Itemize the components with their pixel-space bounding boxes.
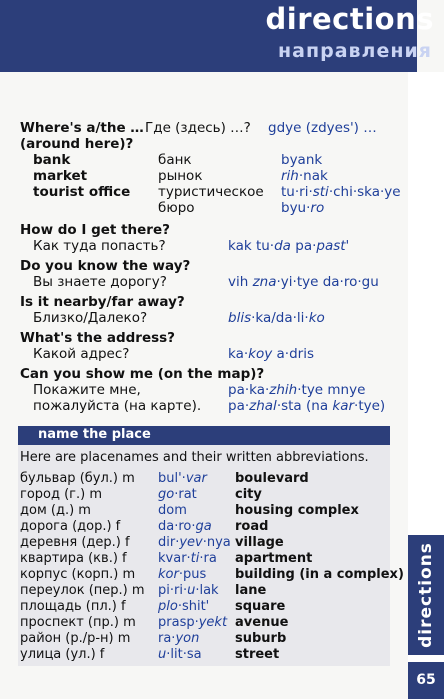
question: What's the address? [20,330,176,346]
where-item-tr: tu·ri·sti·chi·ska·ye [281,184,401,200]
placenames-box-header [18,426,390,445]
placename-russian: проспект (пр.) m [20,615,136,630]
question: How do I get there? [20,222,170,238]
placename-russian: бульвар (бул.) m [20,471,135,486]
page-number: 65 [408,662,444,699]
question-transliteration: pa·zhal·sta (na kar·tye) [228,398,386,414]
side-tab [408,535,444,655]
placename-english: square [235,599,286,614]
question-russian: Близко/Далеко? [33,310,148,326]
placename-russian: квартира (кв.) f [20,551,127,566]
placename-russian: корпус (корп.) m [20,567,136,582]
where-transliteration: gdye (zdyes') … [268,120,377,136]
where-russian: Где (здесь) …? [145,120,251,136]
placename-russian: район (р./р-н) m [20,631,131,646]
placename-english: suburb [235,631,287,646]
placename-russian: переулок (пер.) m [20,583,145,598]
placename-english: road [235,519,269,534]
where-item-tr: byank [281,152,323,168]
placename-transliteration: dom [158,503,187,518]
where-item-ru: рынок [158,168,203,184]
question-transliteration: ka·koy a·dris [228,346,314,362]
side-tab-label: directions [416,542,436,648]
where-item-ru: бюро [158,200,195,216]
placename-english: avenue [235,615,289,630]
placename-transliteration: bul'·var [158,471,207,486]
question-transliteration: kak tu·da pa·past' [228,238,350,254]
placename-english: village [235,535,284,550]
placename-transliteration: go·rat [158,487,197,502]
placename-english: building (in a complex) [235,567,404,582]
placename-english: housing complex [235,503,359,518]
page-subtitle: направления [278,40,432,62]
placename-english: street [235,647,280,662]
placename-transliteration: dir·yev·nya [158,535,231,550]
question-transliteration: vih zna·yi·tye da·ro·gu [228,274,379,290]
placename-transliteration: kvar·ti·ra [158,551,217,566]
placename-russian: деревня (дер.) f [20,535,130,550]
placename-russian: улица (ул.) f [20,647,105,662]
placename-transliteration: da·ro·ga [158,519,212,534]
page-title: directions [265,2,434,36]
placename-russian: дом (д.) m [20,503,91,518]
question: Is it nearby/far away? [20,294,185,310]
question: Can you show me (on the map)? [20,366,265,382]
question-transliteration: blis·ka/da·li·ko [228,310,325,326]
where-item-en: tourist office [33,184,131,200]
placename-english: apartment [235,551,313,566]
question: Do you know the way? [20,258,191,274]
question-russian: Покажите мне, [33,382,141,398]
question-russian: Как туда попасть? [33,238,166,254]
placename-english: boulevard [235,471,309,486]
placename-transliteration: kor·pus [158,567,207,582]
question-russian: Вы знаете дорогу? [33,274,167,290]
where-item-tr: byu·ro [281,200,325,216]
question-russian: пожалуйста (на карте). [33,398,202,414]
placename-english: city [235,487,262,502]
where-item-tr: rih·nak [281,168,328,184]
where-item-en: bank [33,152,71,168]
placename-russian: город (г.) m [20,487,103,502]
placename-russian: площадь (пл.) f [20,599,126,614]
where-item-en: market [33,168,88,184]
where-question-line1: Where's a/the … [20,120,144,136]
where-item-ru: туристическое [158,184,264,200]
placename-transliteration: prasp·yekt [158,615,228,630]
placename-transliteration: plo·shit' [158,599,210,614]
question-transliteration: pa·ka·zhih·tye mnye [228,382,366,398]
placename-transliteration: u·lit·sa [158,647,202,662]
placename-russian: дорога (дор.) f [20,519,121,534]
placename-transliteration: ra·yon [158,631,200,646]
question-russian: Какой адрес? [33,346,130,362]
placenames-box-title: name the place [38,427,151,442]
where-item-ru: банк [158,152,192,168]
placenames-intro: Here are placenames and their written abbreviations. [20,450,369,465]
where-question-line2: (around here)? [20,136,134,152]
placename-english: lane [235,583,267,598]
placename-transliteration: pi·ri·u·lak [158,583,219,598]
